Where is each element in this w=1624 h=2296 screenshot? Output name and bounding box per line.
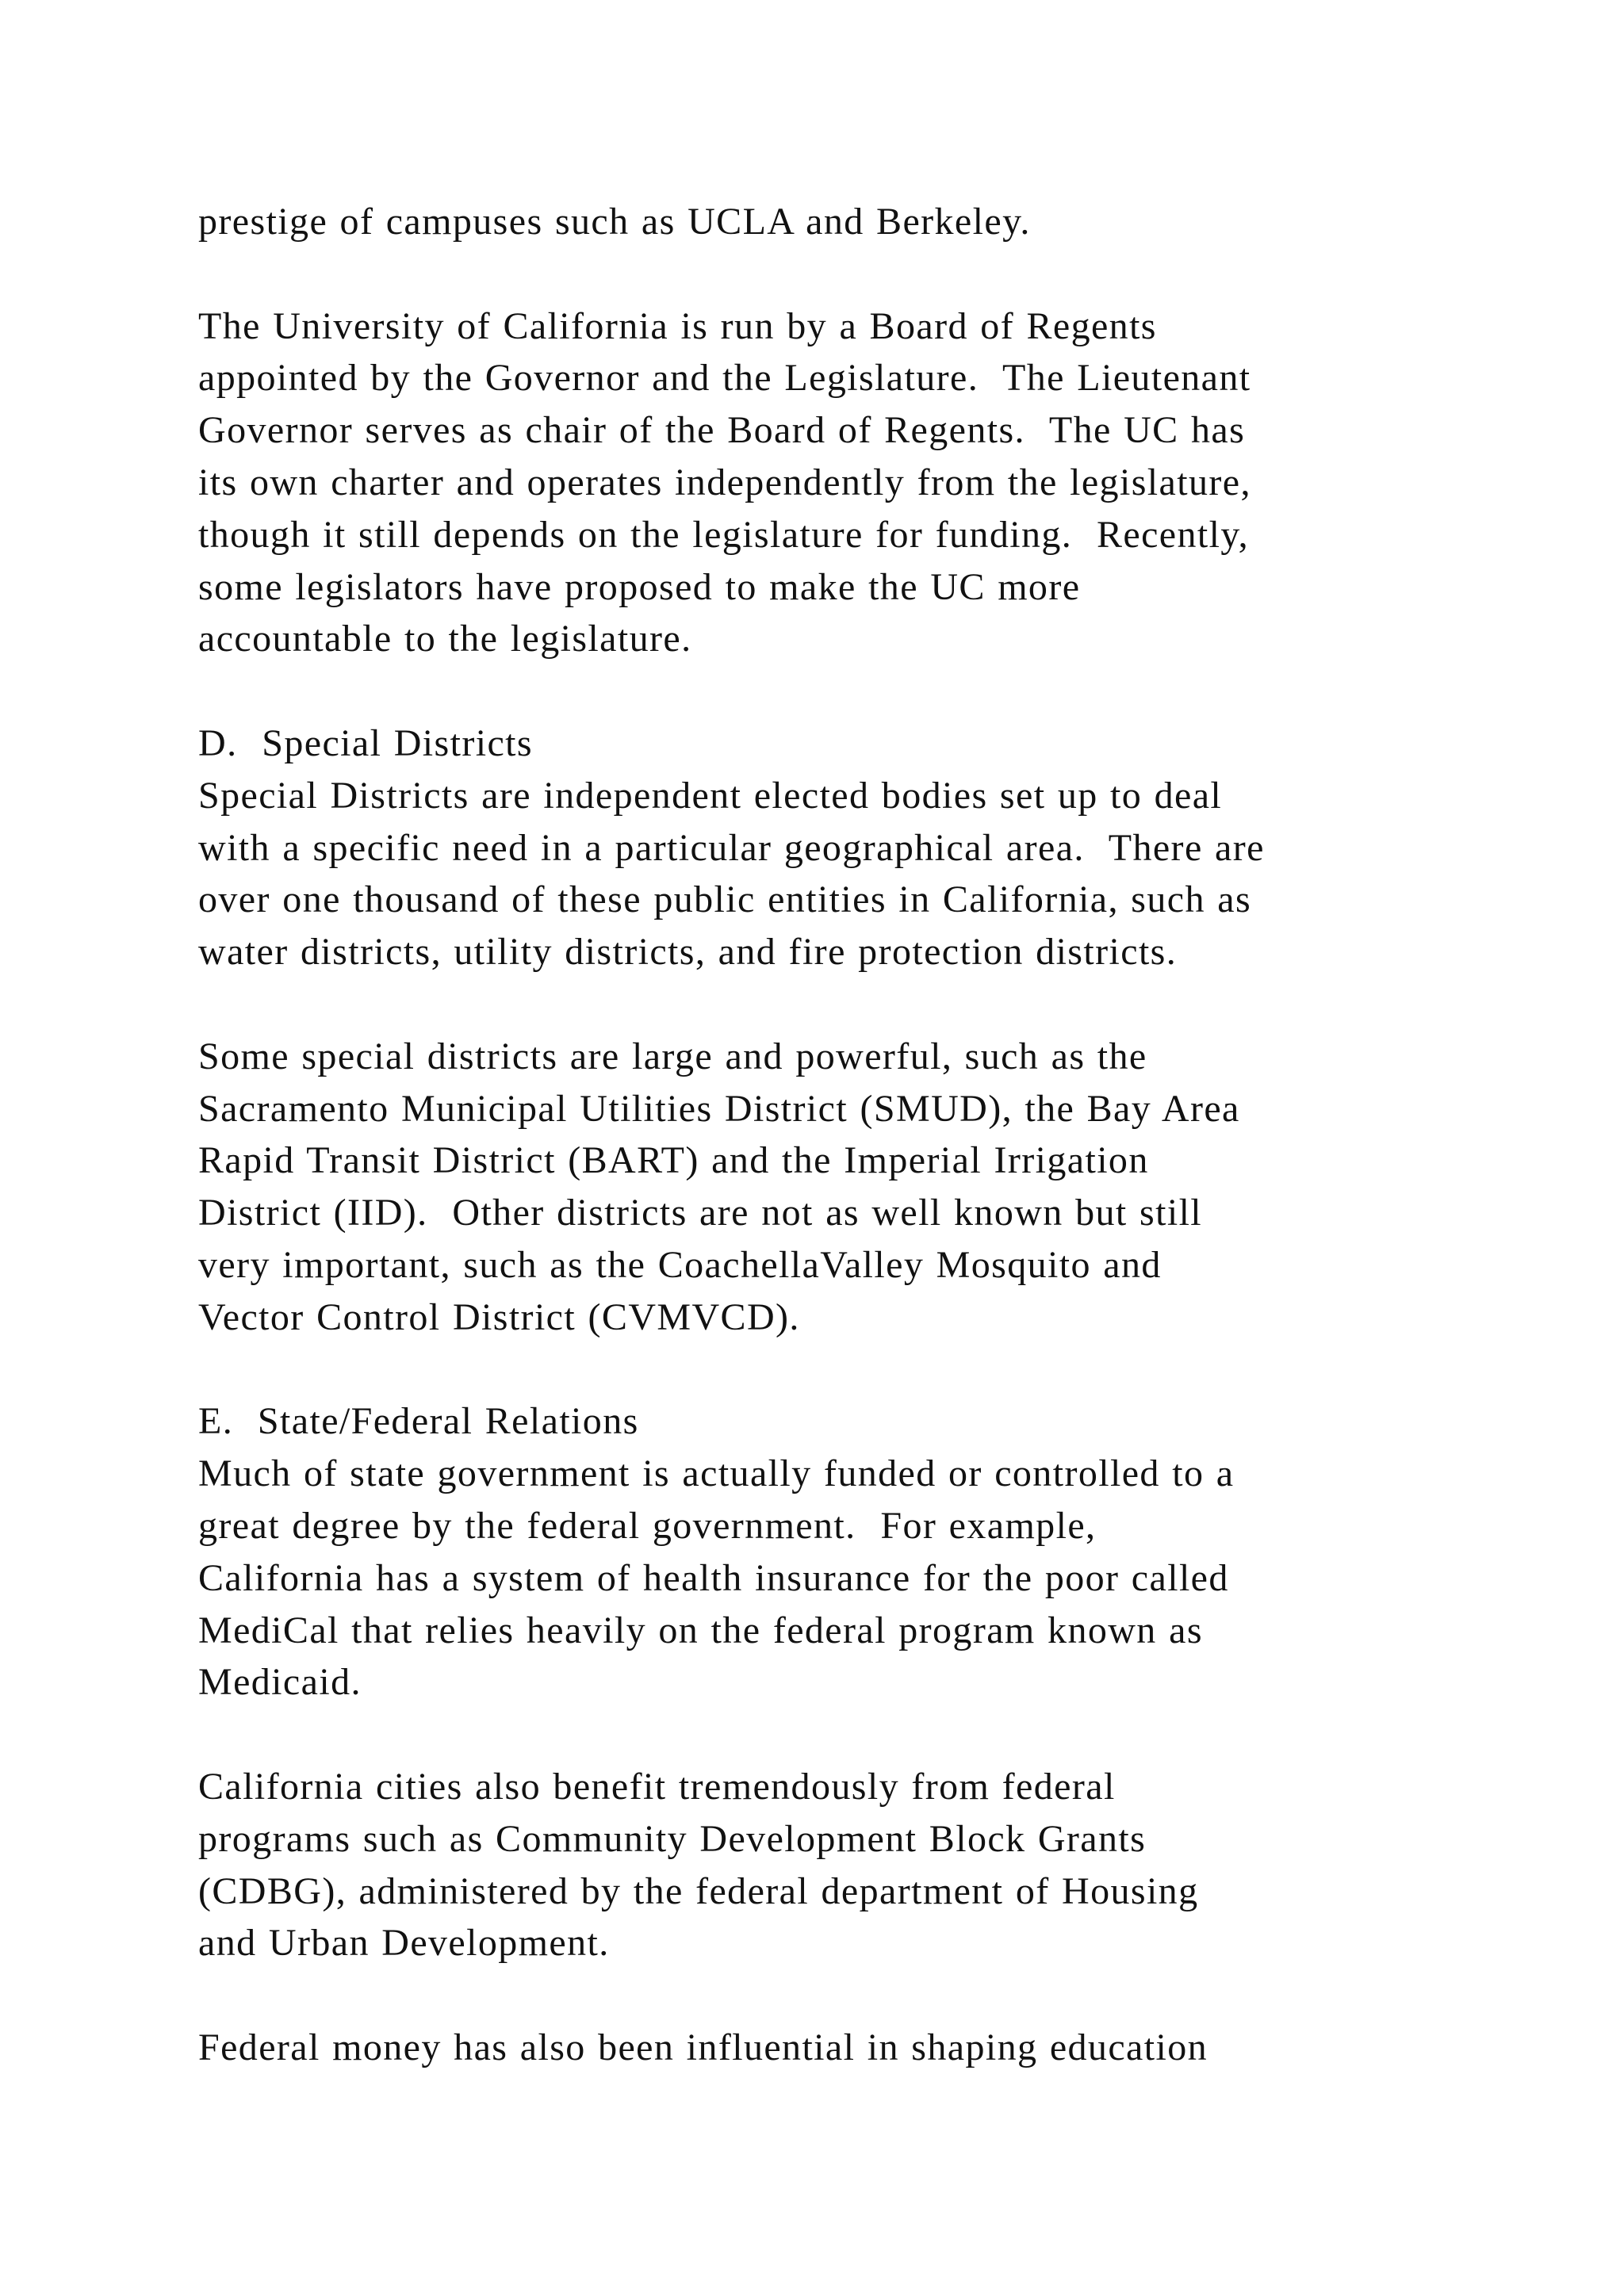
text-line: accountable to the legislature. [198, 618, 692, 660]
text-line: District (IID). Other districts are not as well known but still [198, 1192, 1203, 1234]
text-line: appointed by the Governor and the Legislature. The Lieutenant [198, 357, 1251, 400]
text-line: very important, such as the CoachellaValley Mosquito and [198, 1243, 1162, 1286]
text-line: Medicaid. [198, 1661, 362, 1704]
text-line: The University of California is run by a Board of Regents [198, 304, 1157, 347]
text-line: Federal money has also been influential in shaping education [198, 2026, 1208, 2068]
text-line: water districts, utility districts, and fire protection districts. [198, 931, 1178, 974]
text-line: some legislators have proposed to make the UC more [198, 565, 1081, 608]
blank-line [198, 978, 1546, 1031]
text-line: (CDBG), administered by the federal department of Housing [198, 1869, 1199, 1912]
blank-line [198, 665, 1546, 718]
text-line: programs such as Community Development Block Grants [198, 1817, 1147, 1860]
text-line: California has a system of health insurance for the poor called [198, 1556, 1229, 1599]
text-line: Governor serves as chair of the Board of Regents. The UC has [198, 409, 1246, 452]
blank-line [198, 1969, 1546, 2022]
text-line: Vector Control District (CVMVCD). [198, 1295, 800, 1338]
text-line: Some special districts are large and powerful, such as the [198, 1035, 1147, 1077]
text-line: and Urban Development. [198, 1922, 610, 1965]
document-body [198, 196, 1546, 2074]
section-heading: D. Special Districts [198, 721, 534, 764]
text-line: Rapid Transit District (BART) and the Imperial Irrigation [198, 1139, 1149, 1182]
text-line: though it still depends on the legislature for funding. Recently, [198, 513, 1250, 556]
text-line: Much of state government is actually funded or controlled to a [198, 1452, 1235, 1495]
blank-line [198, 248, 1546, 300]
blank-line [198, 1709, 1546, 1761]
text-line: Special Districts are independent elected bodies set up to deal [198, 774, 1223, 817]
text-line: MediCal that relies heavily on the federal program known as [198, 1609, 1203, 1651]
section-heading: E. State/Federal Relations [198, 1400, 639, 1443]
text-line: over one thousand of these public entities in California, such as [198, 878, 1252, 921]
text-line: Sacramento Municipal Utilities District (SMUD), the Bay Area [198, 1087, 1240, 1130]
text-line: prestige of campuses such as UCLA and Berkeley. [198, 201, 1031, 243]
text-line: California cities also benefit tremendously from federal [198, 1765, 1116, 1808]
blank-line [198, 1344, 1546, 1396]
text-line: with a specific need in a particular geographical area. There are [198, 826, 1265, 869]
text-line: its own charter and operates independently from the legislature, [198, 461, 1251, 503]
text-line: great degree by the federal government. For example, [198, 1504, 1097, 1547]
